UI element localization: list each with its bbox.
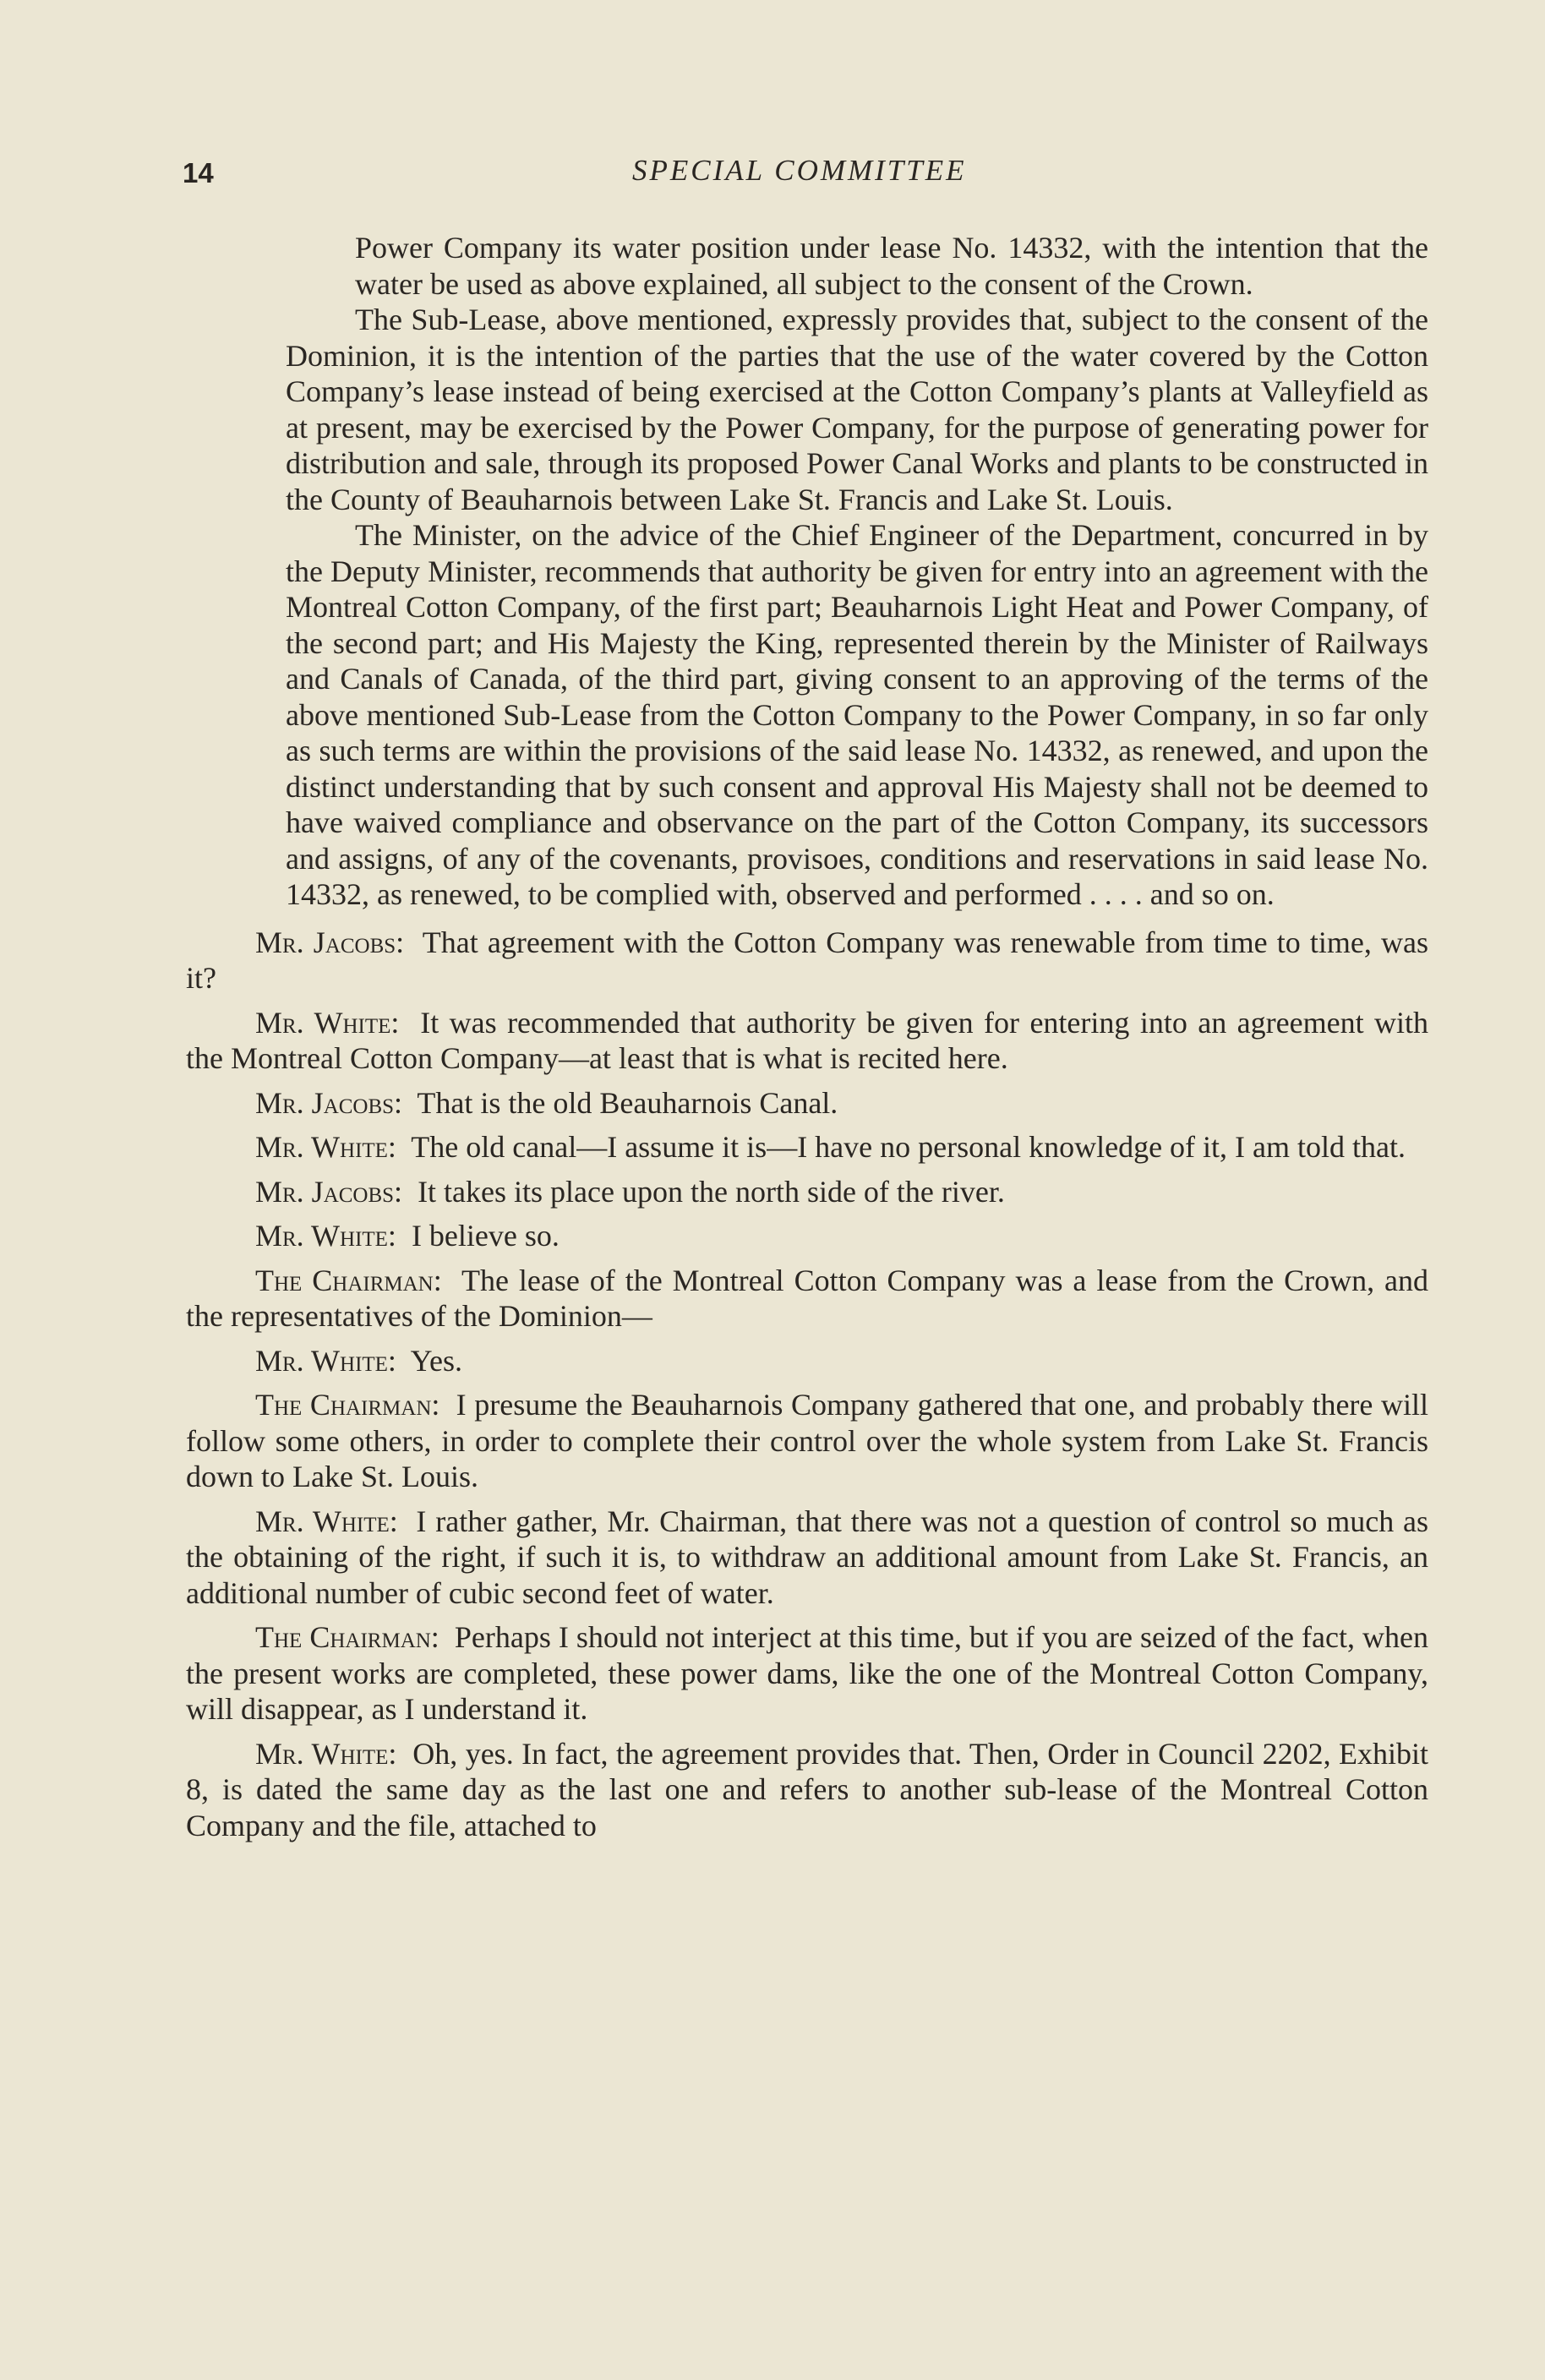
speaker: The Chairman:: [255, 1388, 440, 1422]
speech-paragraph: [186, 1736, 1428, 1844]
running-title: SPECIAL COMMITTEE: [632, 154, 967, 187]
speaker: The Chairman:: [255, 1263, 442, 1297]
speech-paragraph: [186, 1504, 1428, 1612]
body-text: [186, 230, 1428, 1843]
page-header: [0, 154, 1545, 199]
speech-text: I believe so.: [411, 1219, 560, 1253]
speech-text: It was recommended that authority be given for entering into an agreement with the Montreal Cotton Company—at least that is what is recited here.: [186, 1005, 1428, 1075]
speaker: Mr. Jacobs:: [255, 925, 405, 959]
speech-paragraph: [186, 925, 1428, 996]
speech-text: It takes its place upon the north side of the river.: [418, 1174, 1005, 1209]
speech-text: Yes.: [410, 1343, 462, 1378]
quote-paragraph: The Minister, on the advice of the Chief Engineer of the Department, concurred in by the Deputy Minister, recommends that authority be given for entry into an agreement with the Montreal Cotton Company, of the first part; Beauharnois Light Heat and Power Company, of the second part; and His Majesty the King, represented therein by the Minister of Railways and Canals of Canada, of the third part, giving consent to an approving of the terms of the above mentioned Sub-Lease from the Cotton Company to the Power Company, in so far only as such terms are within the provisions of the said lease No. 14332, as renewed, and upon the distinct understanding that by such consent and approval His Majesty shall not be deemed to have waived compliance and observance on the part of the Cotton Company, its successors and assigns, of any of the covenants, provisoes, conditions and reservations in said lease No. 14332, as renewed, to be complied with, observed and performed . . . . and so on.: [286, 518, 1428, 911]
speech-text: Perhaps I should not interject at this time, but if you are seized of the fact, when the present works are completed, these power dams, like the one of the Montreal Cotton Company, will disappear, as I understand it.: [186, 1620, 1429, 1726]
quote-paragraph: The Sub-Lease, above mentioned, expressly provides that, subject to the consent of the Dominion, it is the intention of the parties that the use of the water covered by the Cotton Company’s lease instead of being exercised at the Cotton Company’s plants at Valleyfield as at present, may be exercised by the Power Company, for the purpose of generating power for distribution and sale, through its proposed Power Canal Works and plants to be constructed in the County of Beauharnois between Lake St. Francis and Lake St. Louis.: [286, 303, 1428, 516]
speech-paragraph: [186, 1005, 1428, 1077]
speech-text: I presume the Beauharnois Company gathered that one, and probably there will follow some others, in order to complete their control over the whole system from Lake St. Francis down to Lake St. Louis.: [186, 1388, 1429, 1493]
testimony: [186, 925, 1428, 1844]
speech-paragraph: [186, 1387, 1428, 1495]
speech-paragraph: [186, 1218, 1428, 1254]
speech-text: That is the old Beauharnois Canal.: [417, 1085, 838, 1120]
speech-paragraph: [186, 1174, 1428, 1210]
speech-paragraph: [186, 1085, 1428, 1122]
speech-paragraph: [186, 1343, 1428, 1379]
speaker: Mr. White:: [255, 1504, 398, 1538]
speech-text: The old canal—I assume it is—I have no personal knowledge of it, I am told that.: [411, 1130, 1406, 1164]
speech-text: Oh, yes. In fact, the agreement provides that. Then, Order in Council 2202, Exhibit 8, is dated the same day as the last one and refers to another sub-lease of the Montreal Cotton Company and the file, attached to: [186, 1736, 1428, 1842]
speaker: Mr. Jacobs:: [255, 1085, 403, 1120]
speaker: Mr. White:: [255, 1736, 397, 1771]
speaker: Mr. White:: [255, 1343, 396, 1378]
quoted-order-in-council: [286, 230, 1428, 913]
speech-text: That agreement with the Cotton Company was renewable from time to time, was it?: [186, 925, 1428, 995]
speaker: Mr. Jacobs:: [255, 1174, 403, 1209]
speaker: The Chairman:: [255, 1620, 439, 1654]
speaker: Mr. White:: [255, 1005, 400, 1040]
speaker: Mr. White:: [255, 1219, 396, 1253]
page-number: 14: [183, 157, 214, 188]
speech-text: The lease of the Montreal Cotton Company was a lease from the Crown, and the representatives of the Dominion—: [186, 1263, 1428, 1333]
speaker: Mr. White:: [255, 1130, 396, 1164]
speech-paragraph: [186, 1263, 1428, 1335]
speech-paragraph: [186, 1619, 1428, 1728]
speech-text: I rather gather, Mr. Chairman, that there was not a question of control so much as the obtaining of the right, if such it is, to withdraw an additional amount from Lake St. Francis, an additional number of cubic second feet of water.: [186, 1504, 1429, 1610]
quote-paragraph: Power Company its water position under lease No. 14332, with the intention that the water be used as above explained, all subject to the consent of the Crown.: [355, 231, 1428, 301]
speech-paragraph: [186, 1129, 1428, 1165]
